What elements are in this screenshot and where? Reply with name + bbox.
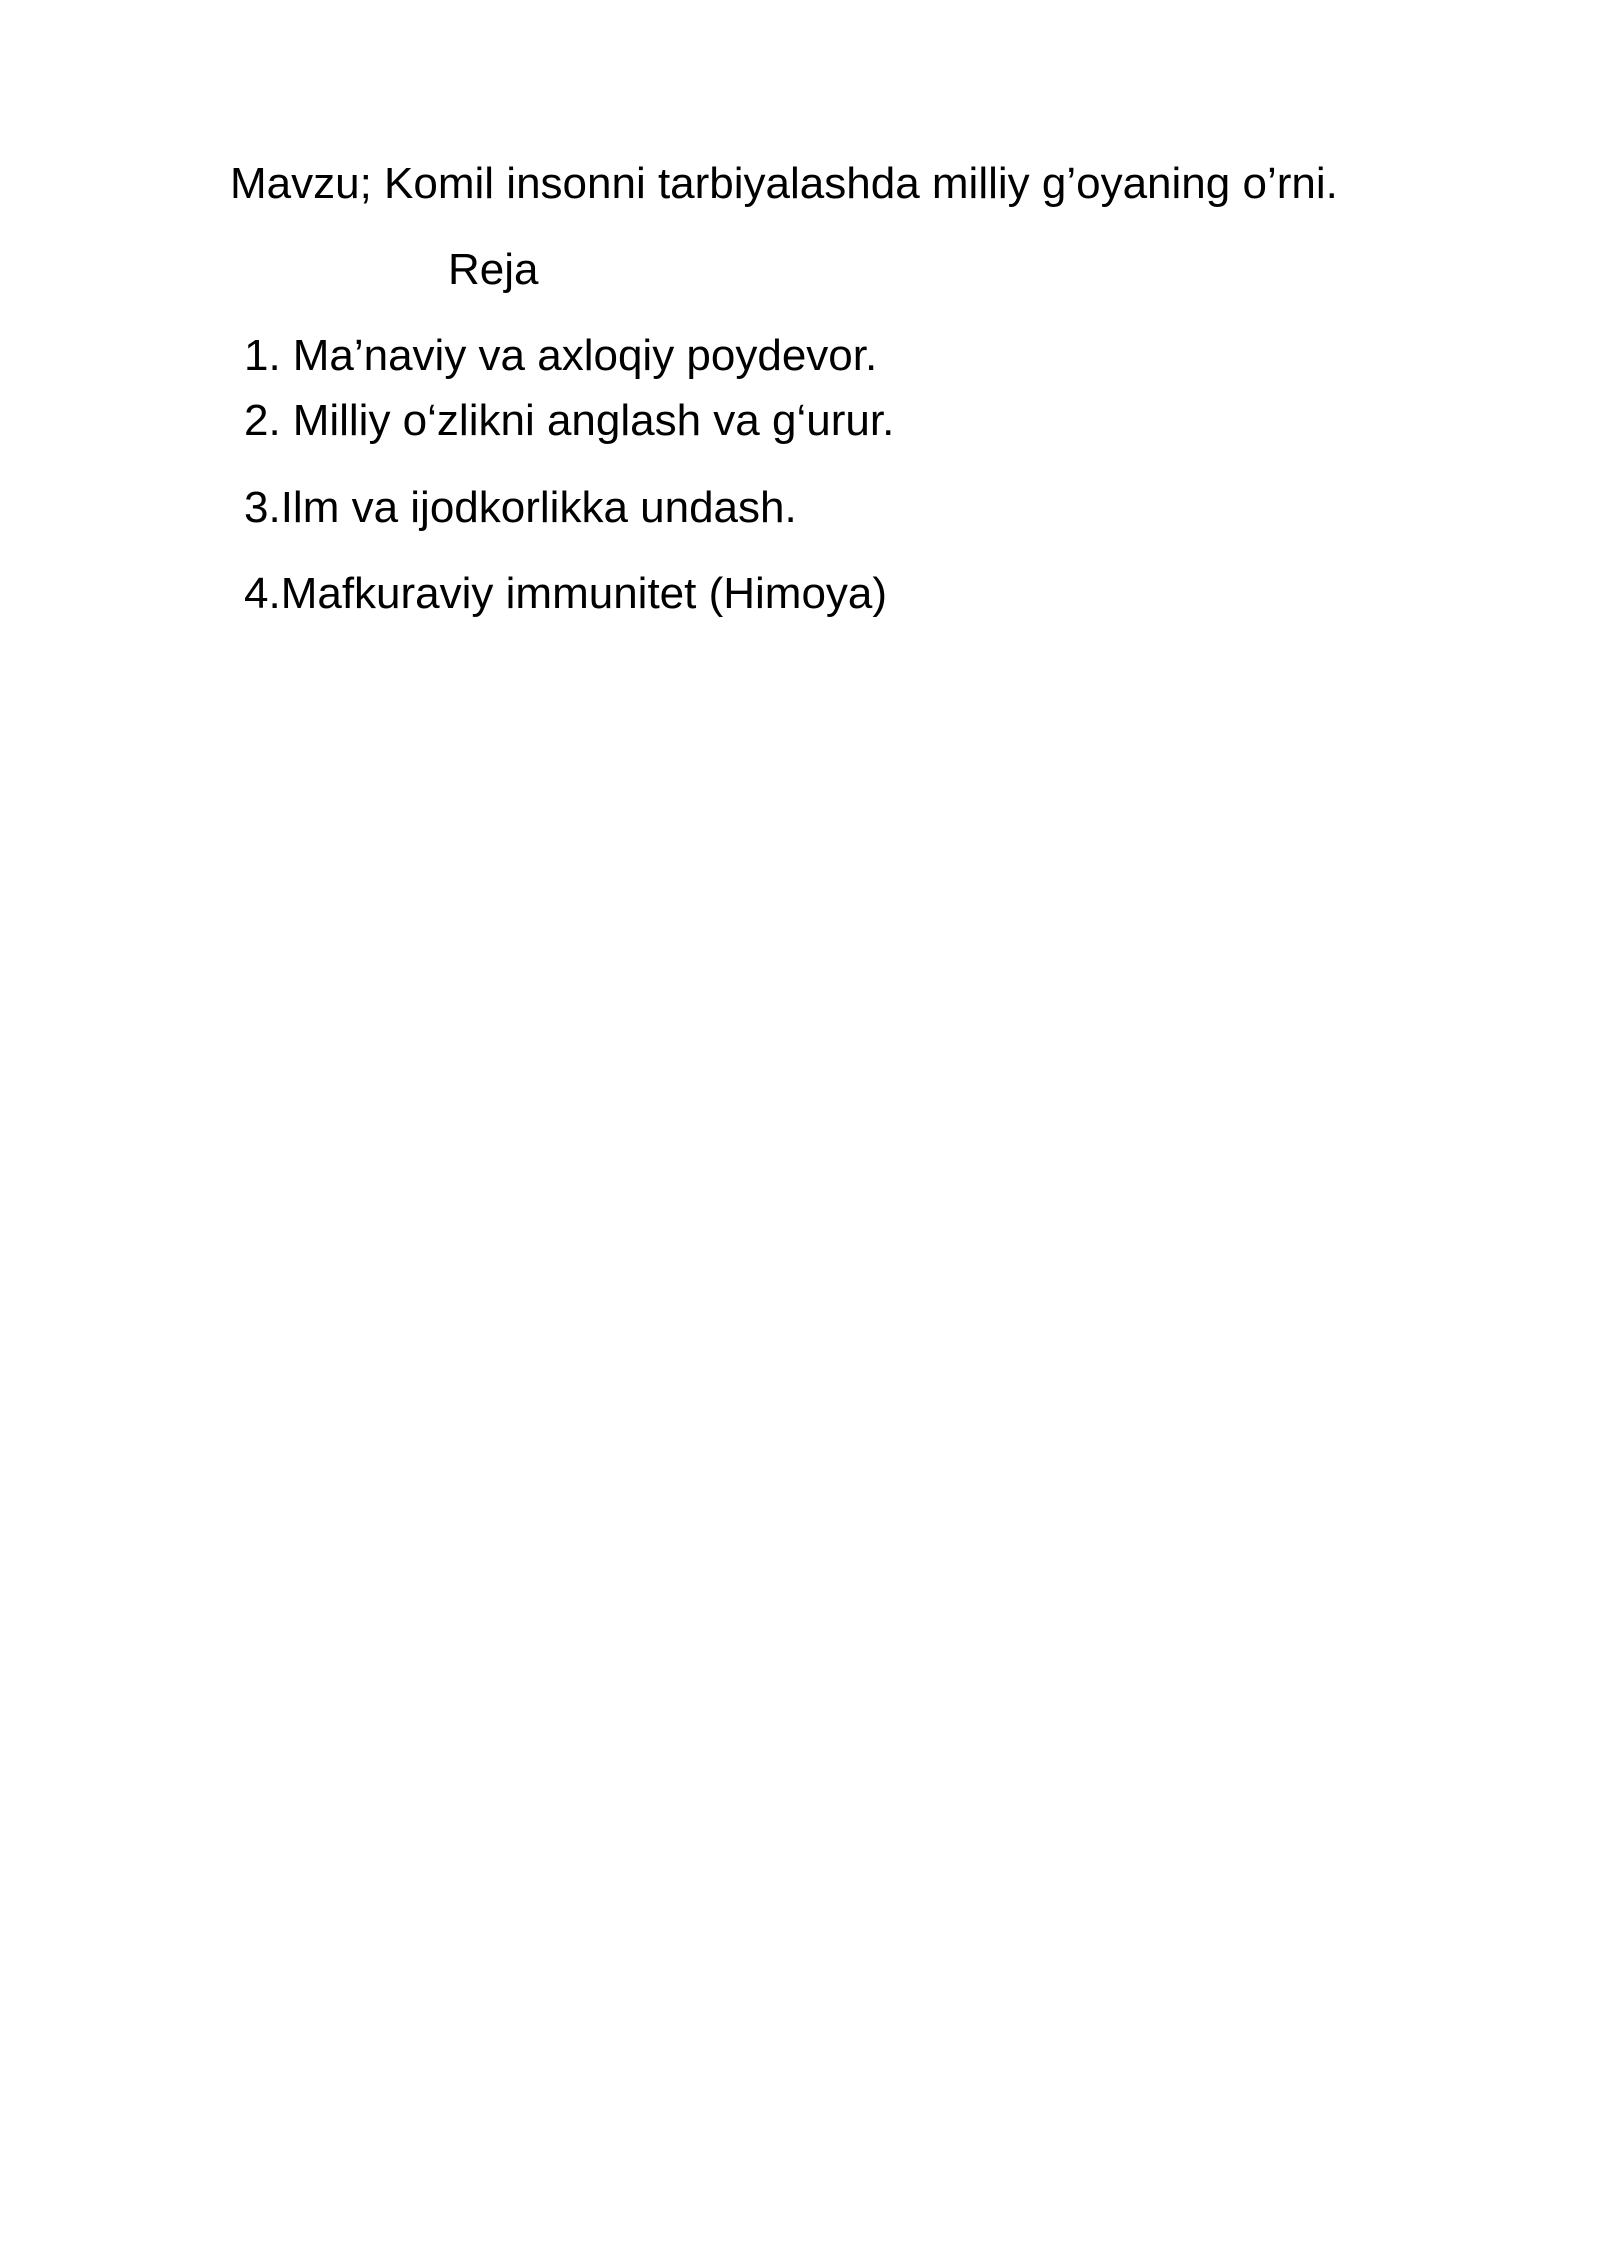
plan-item-number: 4.: [244, 569, 281, 618]
plan-item-1: [244, 331, 878, 380]
plan-item-text: Ma’naviy va axloqiy poydevor.: [292, 331, 878, 380]
plan-heading: Reja: [448, 245, 539, 294]
plan-item-text: Ilm va ijodkorlikka undash.: [280, 483, 797, 532]
plan-item-number: 2.: [244, 396, 281, 445]
plan-item-2: [244, 396, 895, 445]
plan-item-number: 1.: [244, 331, 281, 380]
plan-item-text: Milliy o‘zlikni anglash va g‘urur.: [292, 396, 895, 445]
plan-item-text: Mafkuraviy immunitet (Himoya): [280, 569, 888, 618]
plan-item-4: [244, 569, 888, 618]
document-title: Mavzu; Komil insonni tarbiyalashda milliy g’oyaning o’rni.: [230, 159, 1338, 208]
plan-item-number: 3.: [244, 483, 281, 532]
plan-item-3: [244, 483, 797, 532]
